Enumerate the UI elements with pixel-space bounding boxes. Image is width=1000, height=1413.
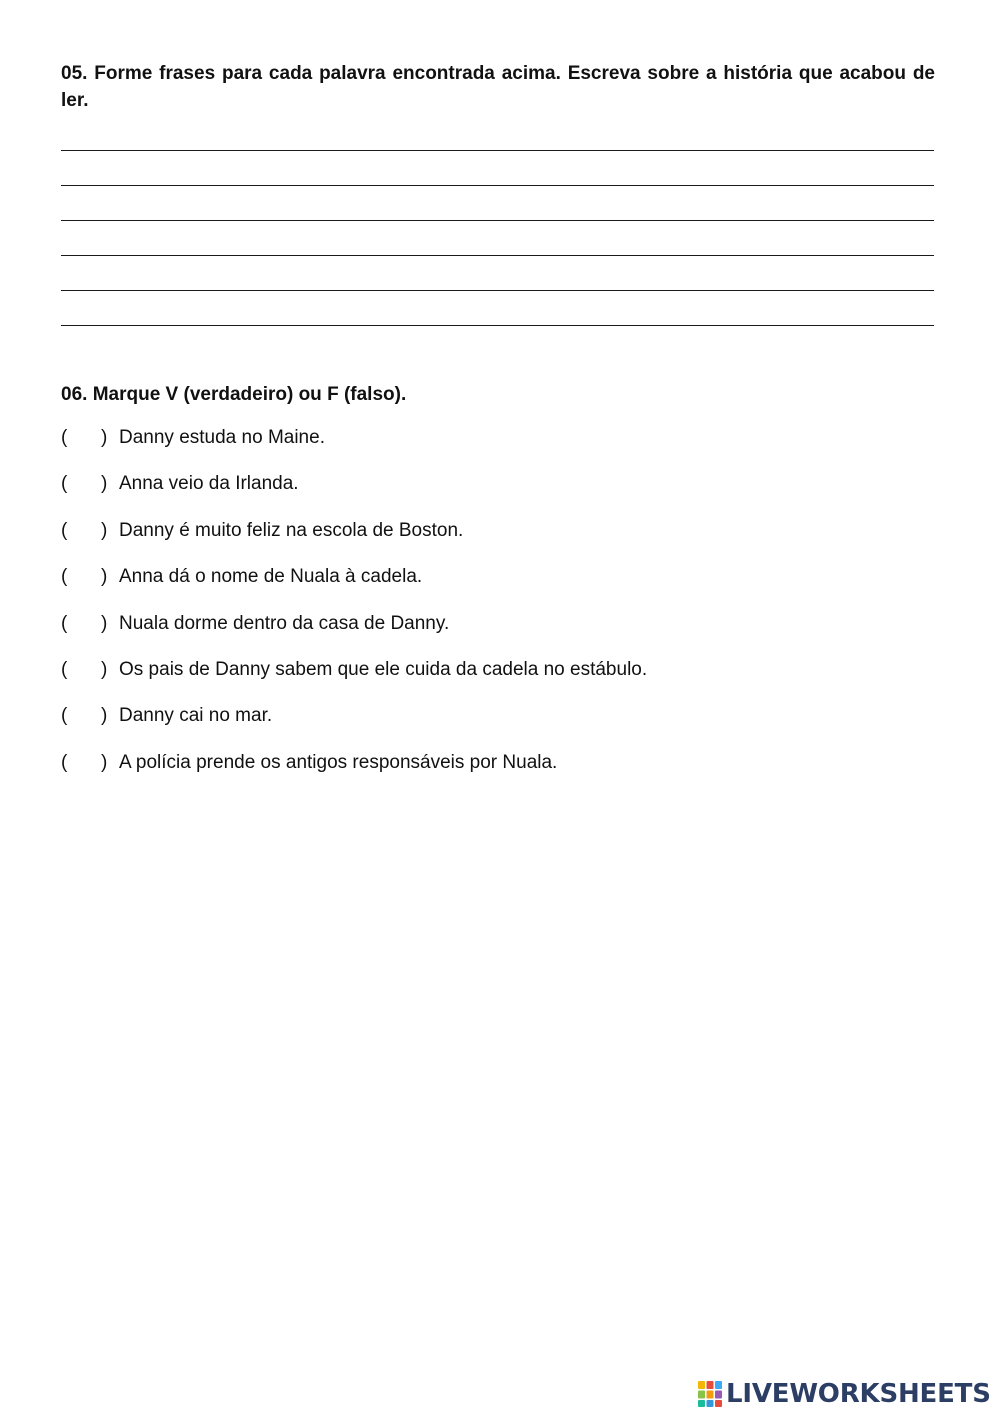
answer-box-close[interactable]: ) <box>101 705 108 727</box>
true-false-list <box>61 424 935 795</box>
statement-text: Anna veio da Irlanda. <box>119 473 299 495</box>
list-item <box>61 610 935 656</box>
answer-line[interactable] <box>61 150 934 151</box>
answer-box-close[interactable]: ) <box>101 473 108 495</box>
statement-text: Danny é muito feliz na escola de Boston. <box>119 519 464 541</box>
answer-box-open[interactable]: ( <box>61 519 68 541</box>
list-item <box>61 749 935 795</box>
statement-text: Anna dá o nome de Nuala à cadela. <box>119 566 423 588</box>
statement-text: Nuala dorme dentro da casa de Danny. <box>119 612 450 634</box>
answer-box-close[interactable]: ) <box>101 612 108 634</box>
liveworksheets-brand[interactable] <box>697 1377 991 1411</box>
answer-box-open[interactable]: ( <box>61 473 68 495</box>
list-item <box>61 563 935 609</box>
answer-box-close[interactable]: ) <box>101 751 108 773</box>
list-item <box>61 424 935 470</box>
answer-box-open[interactable]: ( <box>61 612 68 634</box>
answer-line[interactable] <box>61 290 934 291</box>
answer-line[interactable] <box>61 185 934 186</box>
statement-text: Os pais de Danny sabem que ele cuida da cadela no estábulo. <box>119 658 648 680</box>
statement-text: Danny cai no mar. <box>119 705 273 727</box>
answer-line[interactable] <box>61 255 934 256</box>
list-item <box>61 702 935 748</box>
answer-box-open[interactable]: ( <box>61 658 68 680</box>
statement-text: Danny estuda no Maine. <box>119 427 325 448</box>
list-item <box>61 517 935 563</box>
answer-box-open[interactable]: ( <box>61 751 68 773</box>
statement-text: A polícia prende os antigos responsáveis por Nuala. <box>119 751 558 773</box>
answer-line[interactable] <box>61 325 934 326</box>
question-6-title: 06. Marque V (verdadeiro) ou F (falso). <box>61 384 407 405</box>
answer-line[interactable] <box>61 220 934 221</box>
answer-box-close[interactable]: ) <box>101 658 108 680</box>
answer-box-open[interactable]: ( <box>61 705 68 727</box>
answer-box-close[interactable]: ) <box>101 519 108 541</box>
list-item <box>61 470 935 516</box>
answer-box-open[interactable]: ( <box>61 427 68 448</box>
answer-box-open[interactable]: ( <box>61 566 68 588</box>
list-item <box>61 656 935 702</box>
brand-name: LIVEWORKSHEETS <box>726 1379 991 1409</box>
liveworksheets-logo-icon <box>697 1380 723 1408</box>
answer-box-close[interactable]: ) <box>101 427 108 448</box>
question-5-title: 05. Forme frases para cada palavra encontrada acima. Escreva sobre a história que acabou de ler. <box>61 63 935 111</box>
answer-box-close[interactable]: ) <box>101 566 108 588</box>
